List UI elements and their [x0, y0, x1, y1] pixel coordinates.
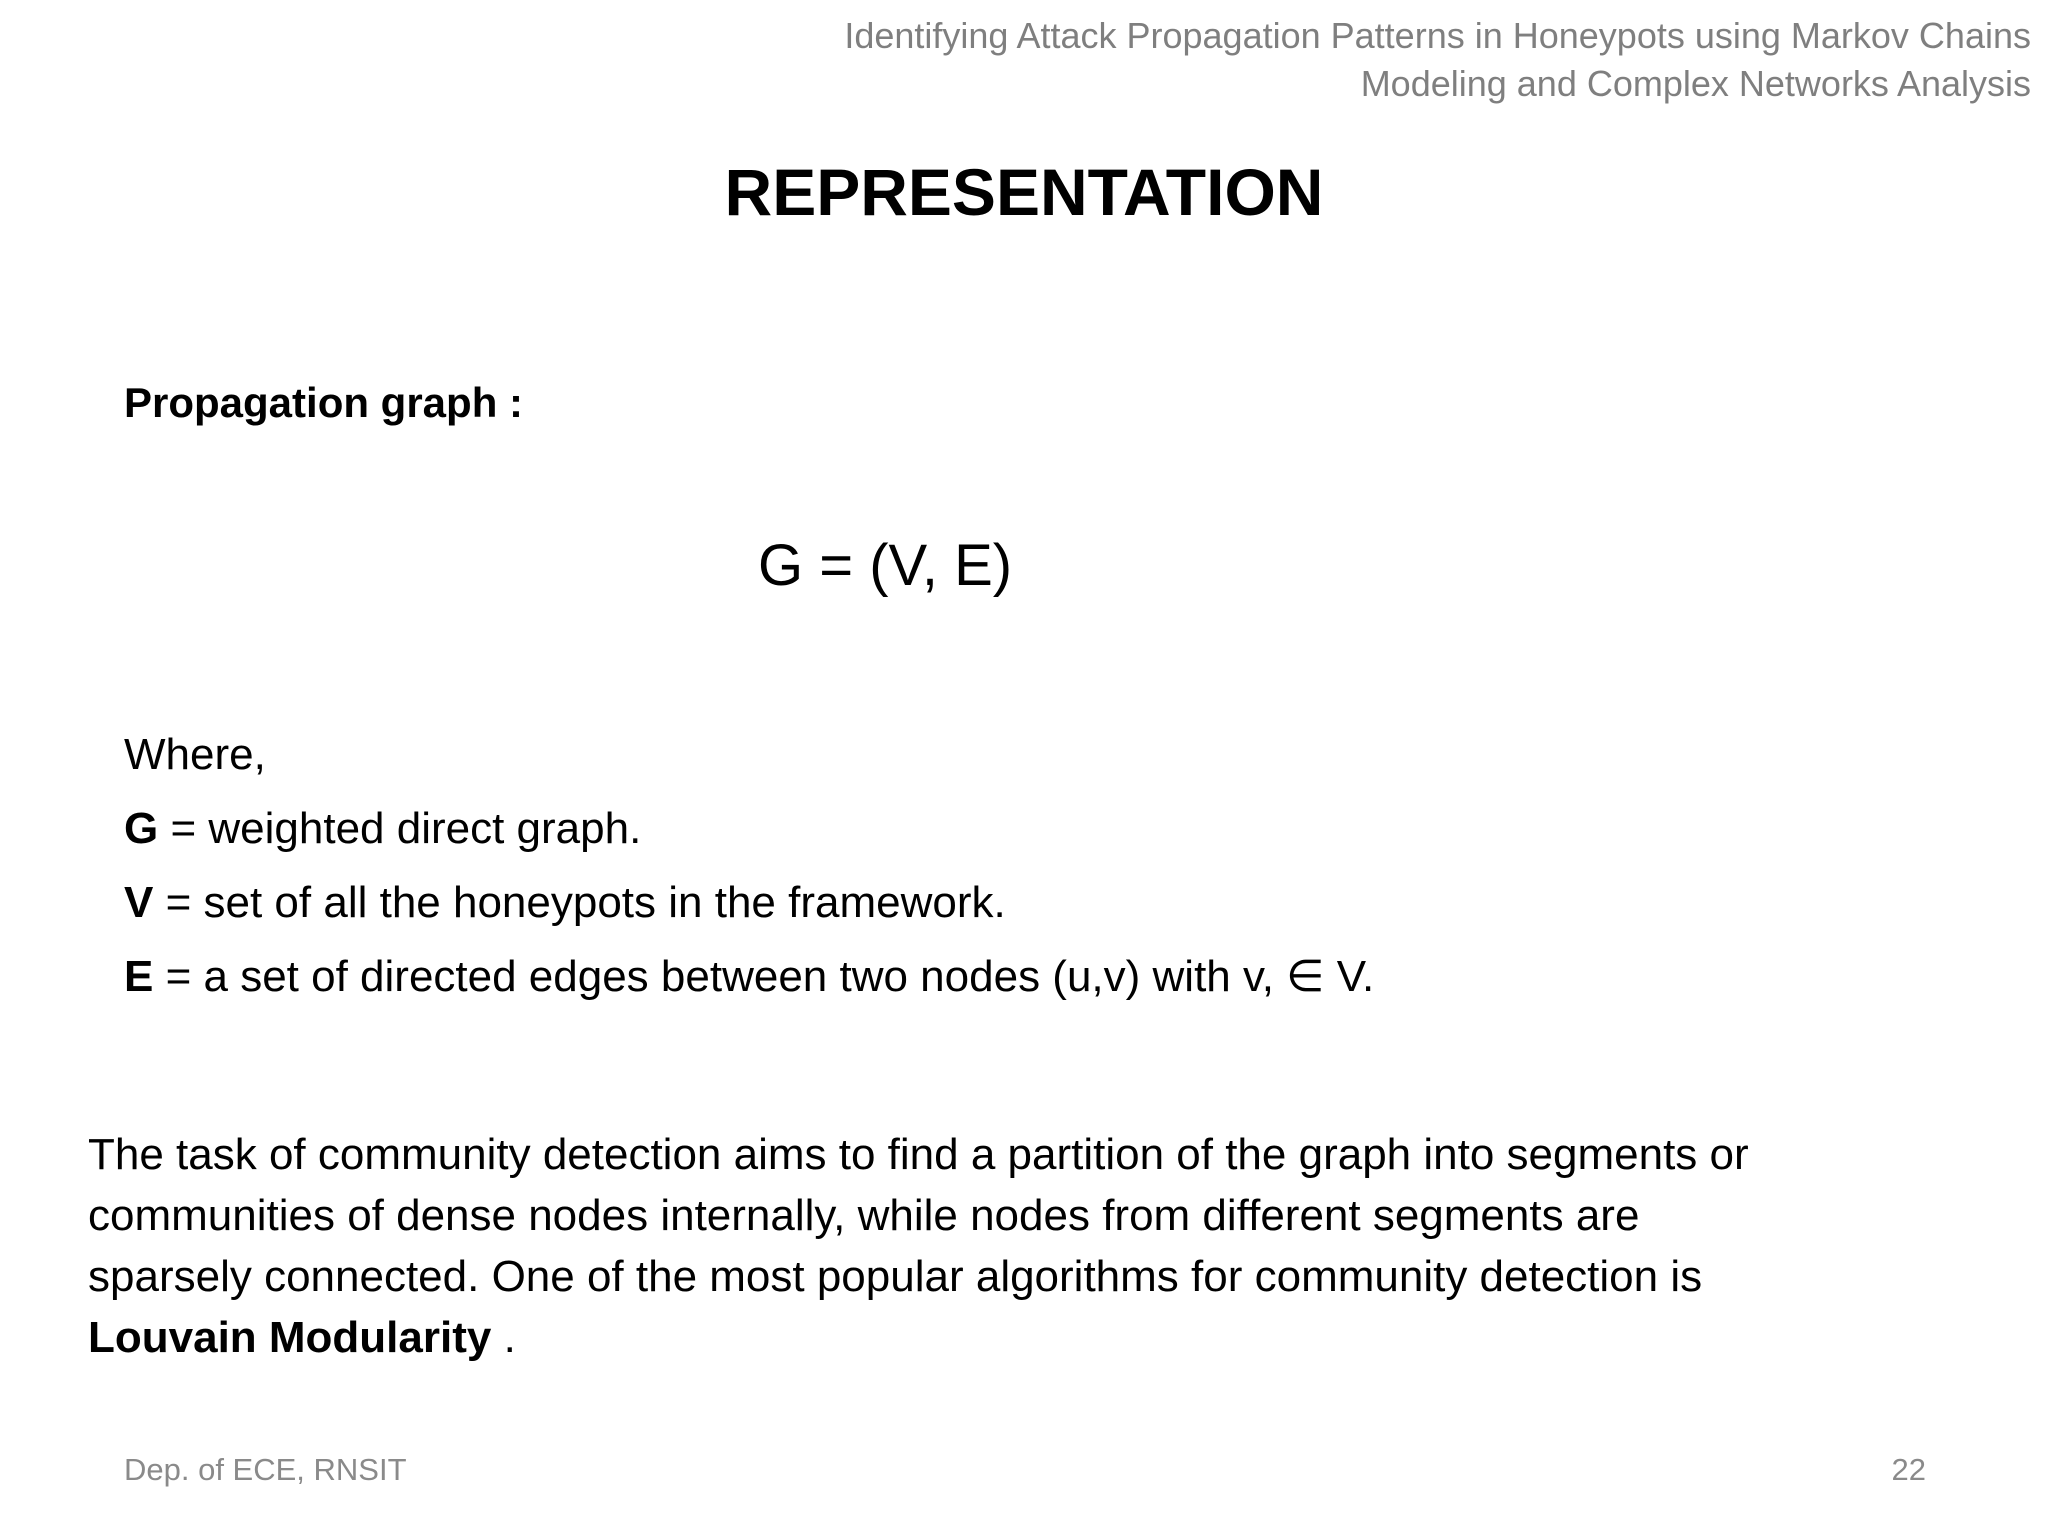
slide-title: REPRESENTATION: [724, 155, 1324, 229]
section-heading: Propagation graph :: [124, 379, 523, 426]
page-number: 22: [1891, 1452, 1926, 1487]
definitions-list: [124, 718, 1374, 1014]
header-line-2: Modeling and Complex Networks Analysis: [1360, 63, 2031, 104]
definition-text: = a set of directed edges between two nodes (u,v) with v, ∈ V.: [153, 952, 1375, 1001]
graph-formula: G = (V, E): [758, 533, 1013, 598]
footer-department: Dep. of ECE, RNSIT: [124, 1452, 407, 1487]
definition-symbol: V: [124, 878, 154, 927]
definitions-intro: Where,: [124, 730, 266, 779]
louvain-modularity-term: Louvain Modularity: [88, 1313, 492, 1362]
definition-text: = weighted direct graph.: [158, 804, 642, 853]
paragraph-line-4: [88, 1307, 1988, 1368]
presentation-header: [731, 12, 2031, 108]
definition-symbol: G: [124, 804, 159, 853]
definition-item-v: [124, 866, 1374, 940]
paragraph-line-1: The task of community detection aims to find a partition of the graph into segments or: [88, 1130, 1749, 1179]
paragraph-ending: .: [491, 1313, 516, 1362]
definition-item-g: [124, 792, 1374, 866]
paragraph-line-2: communities of dense nodes internally, while nodes from different segments are: [88, 1191, 1640, 1240]
definition-symbol: E: [124, 952, 154, 1001]
definition-item-e: [124, 940, 1374, 1014]
paragraph-line-3: sparsely connected. One of the most popular algorithms for community detection is: [88, 1252, 1703, 1301]
header-line-1: Identifying Attack Propagation Patterns in Honeypots using Markov Chains: [844, 15, 2031, 56]
definition-text: = set of all the honeypots in the framework.: [153, 878, 1006, 927]
community-detection-paragraph: [88, 1124, 1988, 1368]
